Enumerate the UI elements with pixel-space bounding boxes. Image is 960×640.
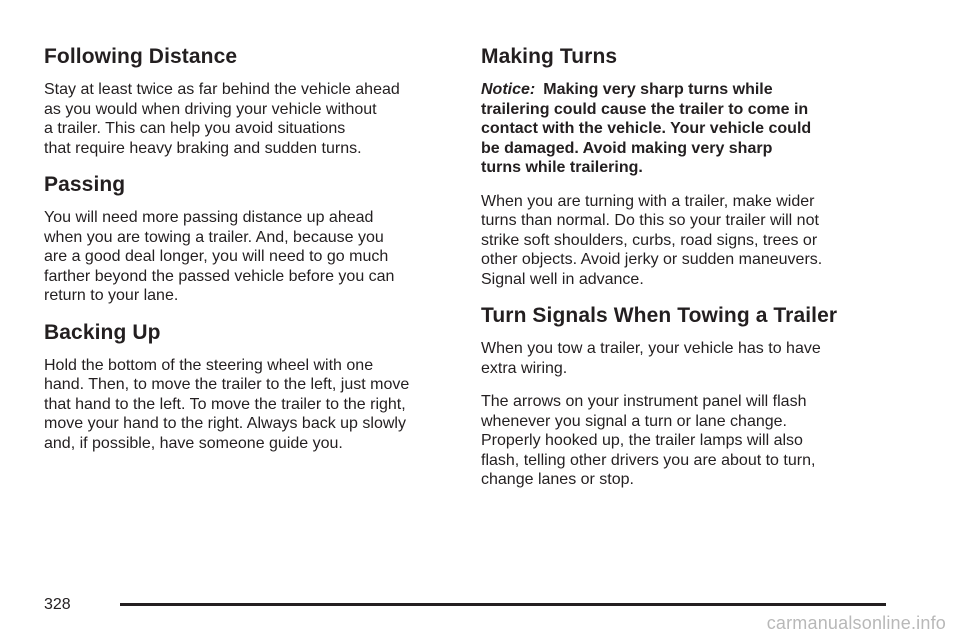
paragraph-turn-signals-arrows: The arrows on your instrument panel will flash whenever you signal a turn or lane change. Properly hooked up, the trailer lamps will also flash, telling other drivers you are about to turn, change lanes or stop.: [481, 393, 816, 488]
left-column: [44, 44, 456, 467]
page-number: 328: [44, 596, 71, 613]
footer-rule: [120, 603, 886, 606]
paragraph-backing-up: Hold the bottom of the steering wheel with one hand. Then, to move the trailer to the left, just move that hand to the left. To move the trailer to the right, move your hand to the right. Always back up slowly and, if possible, have someone guide you.: [44, 356, 410, 452]
right-column: [481, 44, 891, 504]
paragraph-passing: You will need more passing distance up ahead when you are towing a trailer. And, because you are a good deal longer, you will need to go much farther beyond the passed vehicle before you can return to your lane.: [44, 209, 395, 304]
section-following-distance: [44, 44, 456, 158]
paragraph-making-turns: When you are turning with a trailer, make wider turns than normal. Do this so your trailer will not strike soft shoulders, curbs, road signs, trees or other objects. Avoid jerky or sudden maneuvers. Signal well in advance.: [481, 192, 823, 288]
section-turn-signals: [481, 303, 891, 490]
notice-paragraph: Notice: Making very sharp turns while trailering could cause the trailer to come in contact with the vehicle. Your vehicle could be damaged. Avoid making very sharp turns while trailering.: [481, 81, 812, 176]
paragraph-turn-signals-wiring: When you tow a trailer, your vehicle has to have extra wiring.: [481, 340, 821, 377]
section-making-turns: [481, 44, 891, 289]
heading-following-distance: Following Distance: [44, 45, 238, 68]
section-backing-up: [44, 320, 456, 454]
heading-turn-signals: Turn Signals When Towing a Trailer: [481, 304, 838, 327]
watermark[interactable]: carmanualsonline.info: [766, 613, 946, 633]
notice-label: Notice:: [481, 81, 536, 98]
paragraph-following-distance: Stay at least twice as far behind the vehicle ahead as you would when driving your vehicle without a trailer. This can help you avoid situations that require heavy braking and sudden turns.: [44, 81, 400, 157]
heading-making-turns: Making Turns: [481, 45, 618, 68]
section-passing: [44, 172, 456, 306]
heading-passing: Passing: [44, 173, 126, 196]
heading-backing-up: Backing Up: [44, 320, 161, 344]
